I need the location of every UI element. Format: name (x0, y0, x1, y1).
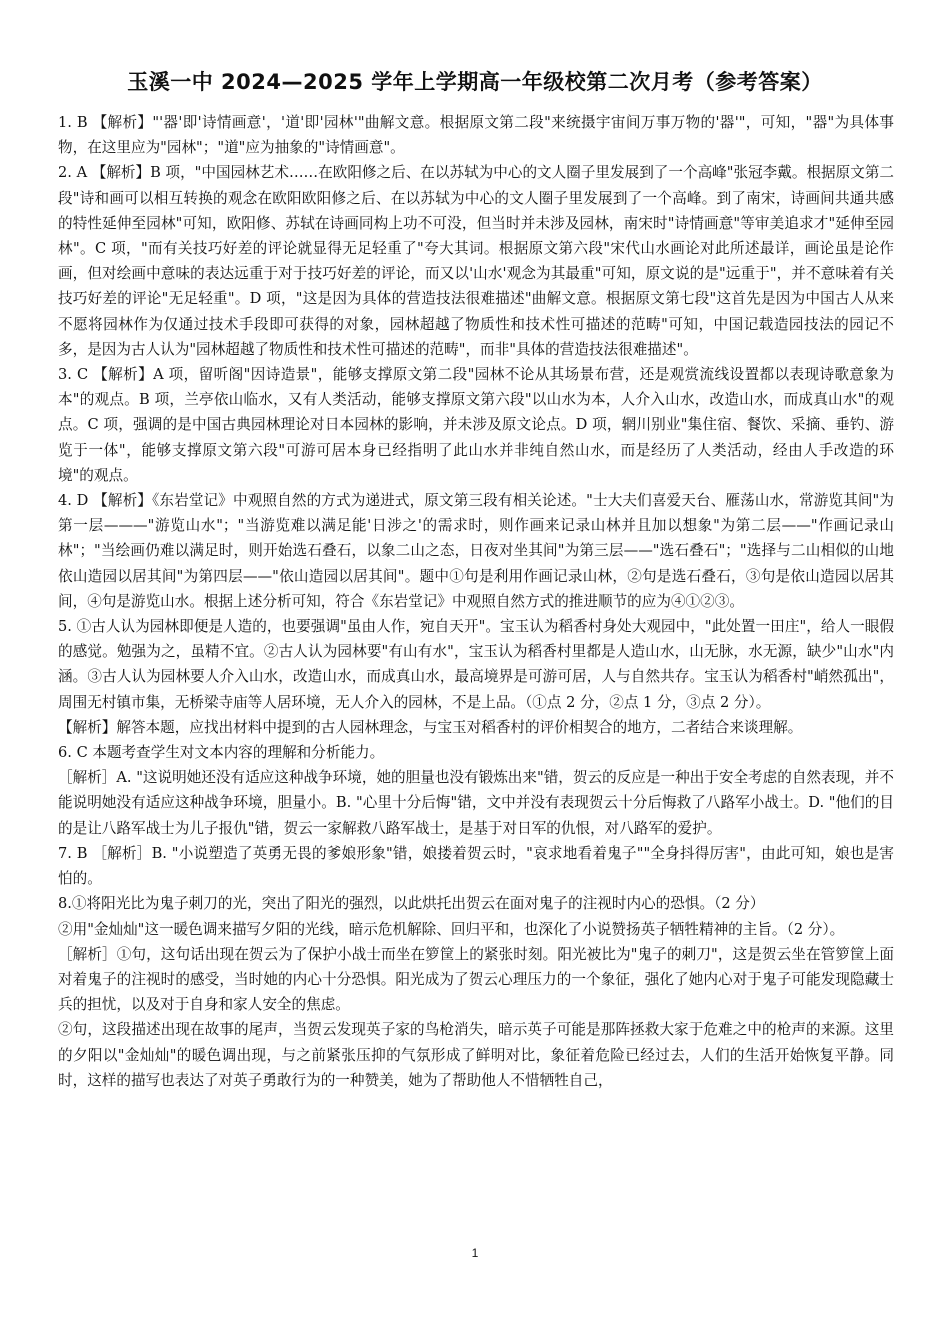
answer-6-analysis: ［解析］A. "这说明她还没有适应这种战争环境，她的胆量也没有锻炼出来"错，贺云的反应是一种出于安全考虑的自然表现，并不能说明她没有适应这种战争环境，胆量小。B. "心里十分后悔"错，文中并没有表现贺云十分后悔救了八路军小战士。D. "他们的目的是让八路军战士为儿子报仇"错，贺云一家解救八路军战士，是基于对日军的仇恨，对八路军的爱护。 (58, 769, 894, 837)
answer-content (58, 110, 894, 1093)
answer-2: 2. A 【解析】B 项，"中国园林艺术……在欧阳修之后、在以苏轼为中心的文人圈子里发展到了一个高峰"张冠李戴。根据原文第二段"诗和画可以相互转换的观念在欧阳欧阳修之后、在以苏轼为中心的文人圈子里发展到了一个高峰。到了南宋，诗画间共通共感的特性延伸至园林"可知，欧阳修、苏轼在诗画同构上功不可没，但当时并未涉及园林，南宋时"诗情画意"等审美追求才"延伸至园林"。C 项，"而有关技巧好差的评论就显得无足轻重了"夸大其词。根据原文第六段"宋代山水画论对此所述最详，画论虽是论作画，但对绘画中意味的表达远重于对于技巧好差的评论，而又以'山水'观念为其最重"可知，原文说的是"远重于"，并不意味着有关技巧好差的评论"无足轻重"。D 项，"这是因为具体的营造技法很难描述"曲解文意。根据原文第七段"这首先是因为中国古人从来不愿将园林作为仅通过技术手段即可获得的对象，园林超越了物质性和技术性可描述的范畴"可知，中国记载造园技法的园记不多，是因为古人认为"园林超越了物质性和技术性可描述的范畴"，而非"具体的营造技法很难描述"。 (58, 164, 895, 358)
answer-5-analysis: 【解析】解答本题，应找出材料中提到的古人园林理念，与宝玉对稻香村的评价相契合的地方，二者结合来谈理解。 (58, 718, 803, 736)
answer-8-point-1: 8.①将阳光比为鬼子刺刀的光，突出了阳光的强烈，以此烘托出贺云在面对鬼子的注视时内心的恐惧。（2 分） (58, 895, 765, 913)
page-number: 1 (471, 1246, 479, 1260)
answer-6: 6. C 本题考查学生对文本内容的理解和分析能力。 (58, 744, 385, 762)
page-title: 玉溪一中 2024—2025 学年上学期高一年级校第二次月考（参考答案） (127, 70, 823, 94)
answer-5: 5. ①古人认为园林即便是人造的，也要强调"虽由人作，宛自天开"。宝玉认为稻香村身处大观园中，"此处置一田庄"，给人一眼假的感觉。勉强为之，虽精不宜。②古人认为园林要"有山有水"，宝玉认为稻香村里都是人造山水，山无脉，水无源，缺少"山水"内涵。③古人认为园林要人介入山水，改造山水，而成真山水，最高境界是可游可居，人与自然共存。宝玉认为稻香村"峭然孤出"，周围无村镇市集，无桥梁寺庙等人居环境，无人介入的园林，不是上品。（①点 2 分，②点 1 分，③点 2 分）。 (58, 618, 894, 711)
answer-8-analysis-2: ②句，这段描述出现在故事的尾声，当贺云发现英子家的鸟枪消失，暗示英子可能是那阵拯救大家于危难之中的枪声的来源。这里的夕阳以"金灿灿"的暖色调出现，与之前紧张压抑的气氛形成了鲜明对比，象征着危险已经过去，人们的生活开始恢复平静。同时，这样的描写也表达了对英子勇敢行为的一种赞美，她为了帮助他人不惜牺牲自己， (58, 1021, 894, 1089)
answer-8-point-2: ②用"金灿灿"这一暖色调来描写夕阳的光线，暗示危机解除、回归平和，也深化了小说赞扬英子牺牲精神的主旨。（2 分）。 (58, 920, 845, 938)
answer-8-analysis-1: ［解析］①句，这句话出现在贺云为了保护小战士而坐在箩筐上的紧张时刻。阳光被比为"鬼子的刺刀"，这是贺云坐在管箩筐上面对着鬼子的注视时的感受，当时她的内心十分恐惧。阳光成为了贺云心理压力的一个象征，强化了她内心对于鬼子可能发现隐藏士兵的担忧，以及对于自身和家人安全的焦虑。 (58, 945, 894, 1014)
answer-7: 7. B ［解析］B. "小说塑造了英勇无畏的爹娘形象"错，娘搂着贺云时，"哀求地看着鬼子""全身抖得厉害"，由此可知，娘也是害怕的。 (58, 844, 894, 888)
answer-3: 3. C 【解析】A 项，留听阁"因诗造景"，能够支撑原文第二段"园林不论从其场景布营，还是观赏流线设置都以表现诗歌意象为本"的观点。B 项，兰亭依山临水，又有人类活动，能够支撑原文第六段"以山水为本，人介入山水，改造山水，而成真山水"的观点。C 项，强调的是中国古典园林理论对日本园林的影响，并未涉及原文论点。D 项，辋川别业"集住宿、餐饮、采摘、垂钓、游览于一体"，能够支撑原文第六段"可游可居本身已经指明了此山水并非纯自然山水，而是经历了人类活动，经由人手改造的环境"的观点。 (58, 366, 894, 484)
answer-4: 4. D 【解析】《东岩堂记》中观照自然的方式为递进式，原文第三段有相关论述。"士大夫们喜爱天台、雁荡山水，常游览其间"为第一层———"游览山水"；"当游览难以满足能'日涉之'的需求时，则作画来记录山林并且加以想象"为第二层——"作画记录山林"；"当绘画仍难以满足时，则开始选石叠石，以象二山之态，日夜对坐其间"为第三层——"选石叠石"；"选择与二山相似的山地依山造园以居其间"为第四层——"依山造园以居其间"。题中①句是利用作画记录山林，②句是选石叠石，③句是依山造园以居其间，④句是游览山水。根据上述分析可知，符合《东岩堂记》中观照自然方式的推进顺节的应为④①②③。 (58, 492, 894, 610)
answer-1: 1. B 【解析】"'器'即'诗情画意'，'道'即'园林'"曲解文意。根据原文第二段"来统摄宇宙间万事万物的'器'"，可知，"器"为具体事物，在这里应为"园林"；"道"应为抽象的"诗情画意"。 (58, 114, 894, 157)
